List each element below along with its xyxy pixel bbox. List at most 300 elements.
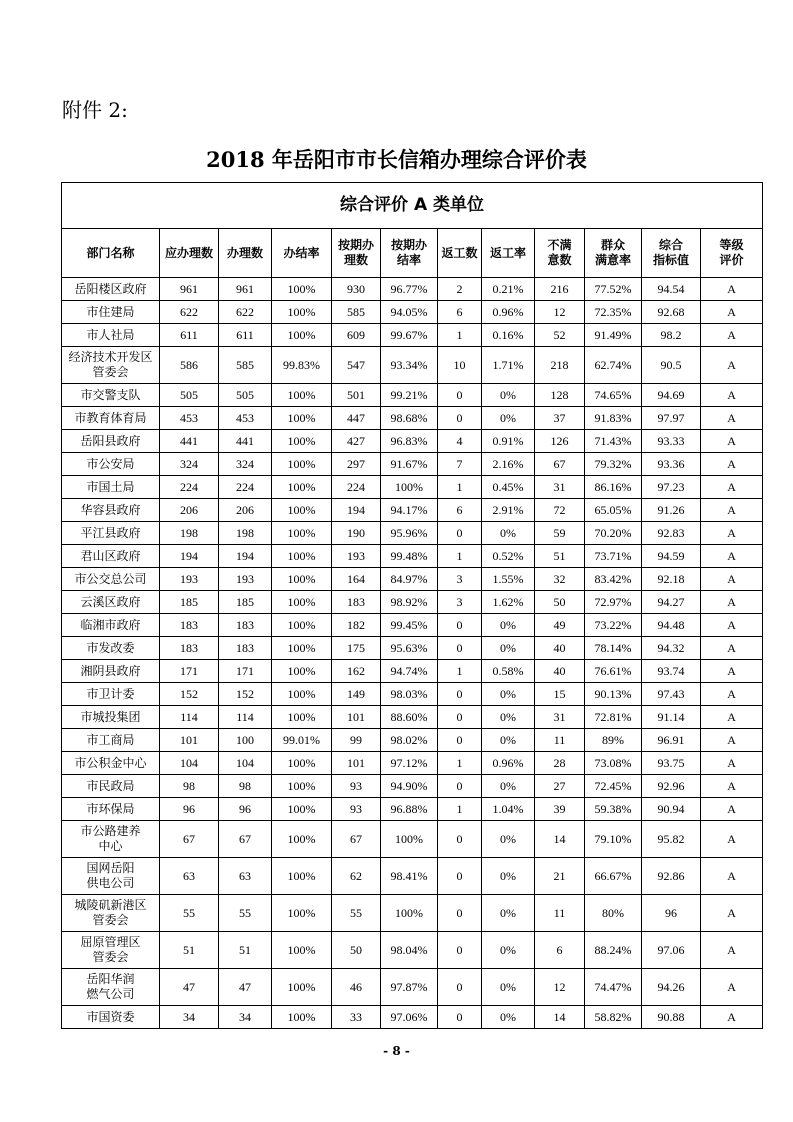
department-name	[62, 545, 160, 568]
table-cell: 91.26	[642, 499, 701, 522]
table-cell: 72.97%	[585, 591, 642, 614]
table-cell: 99.83%	[272, 347, 332, 384]
text-line: 按期办	[337, 238, 374, 252]
table-cell: A	[701, 407, 763, 430]
table-cell: 0%	[482, 1006, 535, 1029]
table-cell: 6	[438, 301, 482, 324]
table-row	[62, 775, 763, 798]
table-cell: 194	[332, 499, 381, 522]
table-cell: A	[701, 384, 763, 407]
table-cell: 94.27	[642, 591, 701, 614]
table-cell: 152	[160, 683, 219, 706]
table-cell: 76.61%	[585, 660, 642, 683]
table-cell: 152	[219, 683, 272, 706]
text-line: 评价	[719, 253, 744, 267]
table-cell: 14	[535, 821, 585, 858]
table-cell: 0.91%	[482, 430, 535, 453]
table-cell: 547	[332, 347, 381, 384]
table-cell: 104	[219, 752, 272, 775]
table-cell: 95.82	[642, 821, 701, 858]
text-line: 市教育体育局	[74, 410, 147, 425]
department-name	[62, 775, 160, 798]
table-cell: 1.04%	[482, 798, 535, 821]
table-cell: 0	[438, 895, 482, 932]
table-cell: 183	[332, 591, 381, 614]
table-cell: A	[701, 522, 763, 545]
table-cell: 0.96%	[482, 301, 535, 324]
table-cell: 89%	[585, 729, 642, 752]
text-line: 市国资委	[86, 1009, 135, 1024]
table-cell: 100%	[272, 453, 332, 476]
table-cell: 99.45%	[381, 614, 438, 637]
table-cell: 58.82%	[585, 1006, 642, 1029]
text-line: 部门名称	[86, 245, 135, 260]
table-cell: 0%	[482, 895, 535, 932]
table-row	[62, 476, 763, 499]
table-cell: 98	[160, 775, 219, 798]
table-cell: 92.68	[642, 301, 701, 324]
column-header	[701, 229, 763, 278]
table-cell: 453	[160, 407, 219, 430]
text-line: 华容县政府	[80, 502, 141, 517]
table-cell: 961	[219, 278, 272, 301]
table-cell: 0	[438, 384, 482, 407]
table-cell: 0%	[482, 932, 535, 969]
table-cell: 97.97	[642, 407, 701, 430]
table-cell: 1	[438, 324, 482, 347]
table-cell: 0%	[482, 683, 535, 706]
text-line: 湘阴县政府	[80, 663, 141, 678]
table-cell: 114	[219, 706, 272, 729]
table-cell: A	[701, 752, 763, 775]
table-cell: 175	[332, 637, 381, 660]
table-cell: 0.96%	[482, 752, 535, 775]
column-header	[219, 229, 272, 278]
table-cell: 73.71%	[585, 545, 642, 568]
table-cell: 193	[219, 568, 272, 591]
department-name	[62, 522, 160, 545]
table-cell: 93	[332, 798, 381, 821]
text-line: 中心	[98, 839, 123, 853]
table-cell: 62.74%	[585, 347, 642, 384]
table-cell: 100%	[272, 706, 332, 729]
table-cell: 96.77%	[381, 278, 438, 301]
table-row	[62, 798, 763, 821]
table-cell: 1	[438, 476, 482, 499]
table-row	[62, 729, 763, 752]
table-cell: A	[701, 301, 763, 324]
text-line: 市发改委	[86, 640, 135, 655]
table-cell: 83.42%	[585, 568, 642, 591]
table-cell: 1	[438, 660, 482, 683]
text-line: 国网岳阳	[86, 861, 135, 875]
table-cell: 93.33	[642, 430, 701, 453]
department-name	[62, 932, 160, 969]
table-cell: 224	[219, 476, 272, 499]
department-name	[62, 278, 160, 301]
text-line: 君山区政府	[80, 548, 141, 563]
table-cell: 100%	[272, 591, 332, 614]
table-cell: 51	[160, 932, 219, 969]
table-cell: 128	[535, 384, 585, 407]
table-cell: A	[701, 278, 763, 301]
table-cell: 51	[535, 545, 585, 568]
table-cell: 80%	[585, 895, 642, 932]
table-cell: 94.59	[642, 545, 701, 568]
table-cell: 86.16%	[585, 476, 642, 499]
table-cell: 90.5	[642, 347, 701, 384]
table-row	[62, 969, 763, 1006]
table-cell: 77.52%	[585, 278, 642, 301]
table-row	[62, 858, 763, 895]
table-cell: A	[701, 476, 763, 499]
table-cell: 585	[219, 347, 272, 384]
table-cell: A	[701, 706, 763, 729]
table-cell: A	[701, 660, 763, 683]
table-cell: 224	[332, 476, 381, 499]
text-line: 平江县政府	[80, 525, 141, 540]
table-cell: 100%	[272, 384, 332, 407]
text-line: 云溪区政府	[80, 594, 141, 609]
department-name	[62, 706, 160, 729]
table-cell: 7	[438, 453, 482, 476]
table-row	[62, 430, 763, 453]
table-row	[62, 895, 763, 932]
table-cell: A	[701, 614, 763, 637]
table-cell: 100%	[272, 637, 332, 660]
table-cell: 47	[219, 969, 272, 1006]
table-cell: 50	[332, 932, 381, 969]
table-cell: 100%	[272, 895, 332, 932]
text-line: 意数	[547, 253, 572, 267]
table-cell: 94.54	[642, 278, 701, 301]
table-cell: 100%	[272, 683, 332, 706]
column-header	[585, 229, 642, 278]
table-cell: 162	[332, 660, 381, 683]
table-cell: 91.14	[642, 706, 701, 729]
table-cell: 501	[332, 384, 381, 407]
table-cell: 100%	[272, 932, 332, 969]
table-cell: 1.71%	[482, 347, 535, 384]
department-name	[62, 499, 160, 522]
table-row	[62, 1006, 763, 1029]
text-line: 结率	[396, 253, 421, 267]
text-line: 返工率	[489, 245, 526, 260]
department-name	[62, 324, 160, 347]
table-cell: 96	[160, 798, 219, 821]
table-cell: 2	[438, 278, 482, 301]
table-cell: 100%	[272, 752, 332, 775]
table-cell: A	[701, 969, 763, 1006]
table-cell: 74.65%	[585, 384, 642, 407]
column-header	[62, 229, 160, 278]
department-name	[62, 683, 160, 706]
table-cell: 93.75	[642, 752, 701, 775]
table-cell: 0	[438, 1006, 482, 1029]
column-header	[642, 229, 701, 278]
table-cell: A	[701, 1006, 763, 1029]
table-cell: 62	[332, 858, 381, 895]
table-cell: 72.81%	[585, 706, 642, 729]
text-line: 市工商局	[86, 732, 135, 747]
table-cell: 441	[219, 430, 272, 453]
table-cell: 4	[438, 430, 482, 453]
evaluation-table	[61, 182, 763, 1029]
table-cell: A	[701, 932, 763, 969]
table-cell: A	[701, 591, 763, 614]
table-cell: 28	[535, 752, 585, 775]
text-line: 群众	[600, 238, 625, 252]
table-cell: 79.10%	[585, 821, 642, 858]
table-cell: 49	[535, 614, 585, 637]
department-name	[62, 821, 160, 858]
text-line: 城陵矶新港区	[74, 898, 147, 912]
column-header	[482, 229, 535, 278]
table-cell: 149	[332, 683, 381, 706]
table-cell: 0	[438, 522, 482, 545]
table-cell: 55	[219, 895, 272, 932]
table-cell: 100%	[272, 301, 332, 324]
table-cell: 98	[219, 775, 272, 798]
header-row	[62, 229, 763, 278]
table-cell: 59	[535, 522, 585, 545]
department-name	[62, 752, 160, 775]
document-title: 2018 年岳阳市市长信箱办理综合评价表	[206, 147, 587, 172]
table-cell: 114	[160, 706, 219, 729]
table-cell: 216	[535, 278, 585, 301]
table-cell: A	[701, 895, 763, 932]
column-header	[332, 229, 381, 278]
table-cell: 100	[219, 729, 272, 752]
department-name	[62, 895, 160, 932]
table-cell: A	[701, 453, 763, 476]
text-line: 管委会	[92, 365, 129, 379]
table-cell: 0%	[482, 407, 535, 430]
table-cell: 1.55%	[482, 568, 535, 591]
table-cell: 94.69	[642, 384, 701, 407]
department-name	[62, 729, 160, 752]
table-cell: 183	[219, 637, 272, 660]
table-cell: 88.24%	[585, 932, 642, 969]
table-cell: 0%	[482, 706, 535, 729]
table-cell: 65.05%	[585, 499, 642, 522]
table-cell: 67	[160, 821, 219, 858]
text-line: 满意率	[594, 253, 631, 267]
table-cell: 100%	[272, 407, 332, 430]
column-header	[381, 229, 438, 278]
table-cell: 12	[535, 969, 585, 1006]
text-line: 按期办	[390, 238, 427, 252]
table-cell: 611	[160, 324, 219, 347]
table-cell: 100%	[272, 821, 332, 858]
table-cell: A	[701, 568, 763, 591]
table-row	[62, 568, 763, 591]
text-line: 管委会	[92, 950, 129, 964]
department-name	[62, 798, 160, 821]
table-row	[62, 301, 763, 324]
table-cell: A	[701, 430, 763, 453]
table-cell: 93.36	[642, 453, 701, 476]
table-row	[62, 932, 763, 969]
table-cell: 193	[332, 545, 381, 568]
table-cell: 99.01%	[272, 729, 332, 752]
table-cell: 193	[160, 568, 219, 591]
table-cell: 67	[332, 821, 381, 858]
text-line: 市民政局	[86, 778, 135, 793]
table-cell: 194	[219, 545, 272, 568]
table-cell: 90.94	[642, 798, 701, 821]
table-cell: 90.88	[642, 1006, 701, 1029]
table-cell: 0	[438, 969, 482, 1006]
table-cell: 194	[160, 545, 219, 568]
text-line: 综合	[658, 238, 683, 252]
table-cell: 0.52%	[482, 545, 535, 568]
table-cell: 95.63%	[381, 637, 438, 660]
department-name	[62, 568, 160, 591]
table-cell: 100%	[272, 476, 332, 499]
table-cell: 98.68%	[381, 407, 438, 430]
table-cell: 0	[438, 932, 482, 969]
department-name	[62, 614, 160, 637]
table-row	[62, 752, 763, 775]
department-name	[62, 660, 160, 683]
table-cell: 324	[160, 453, 219, 476]
table-cell: 100%	[381, 821, 438, 858]
table-cell: 101	[160, 729, 219, 752]
table-cell: 100%	[272, 430, 332, 453]
table-cell: 96.91	[642, 729, 701, 752]
table-cell: 27	[535, 775, 585, 798]
text-line: 市公安局	[86, 456, 135, 471]
table-cell: 92.86	[642, 858, 701, 895]
table-cell: A	[701, 499, 763, 522]
table-row	[62, 637, 763, 660]
table-cell: 39	[535, 798, 585, 821]
table-cell: 0	[438, 683, 482, 706]
table-cell: 97.06	[642, 932, 701, 969]
table-cell: 93.34%	[381, 347, 438, 384]
table-cell: 1	[438, 798, 482, 821]
table-cell: 218	[535, 347, 585, 384]
text-line: 岳阳华润	[86, 972, 135, 986]
table-row	[62, 384, 763, 407]
table-cell: 94.74%	[381, 660, 438, 683]
table-cell: 91.83%	[585, 407, 642, 430]
table-cell: 0%	[482, 614, 535, 637]
table-cell: 94.48	[642, 614, 701, 637]
table-cell: 33	[332, 1006, 381, 1029]
table-cell: 98.2	[642, 324, 701, 347]
table-cell: 37	[535, 407, 585, 430]
table-cell: 100%	[272, 568, 332, 591]
table-cell: 59.38%	[585, 798, 642, 821]
table-cell: 0.58%	[482, 660, 535, 683]
table-cell: 46	[332, 969, 381, 1006]
department-name	[62, 430, 160, 453]
table-cell: 930	[332, 278, 381, 301]
table-cell: 0	[438, 821, 482, 858]
table-cell: 88.60%	[381, 706, 438, 729]
table-cell: 98.02%	[381, 729, 438, 752]
table-cell: 182	[332, 614, 381, 637]
table-cell: 1	[438, 752, 482, 775]
table-cell: 0	[438, 729, 482, 752]
table-cell: 31	[535, 706, 585, 729]
table-cell: 3	[438, 591, 482, 614]
text-line: 市国土局	[86, 479, 135, 494]
table-cell: 78.14%	[585, 637, 642, 660]
table-row	[62, 407, 763, 430]
table-cell: 67	[219, 821, 272, 858]
text-line: 市公路建养	[80, 824, 141, 838]
table-cell: 97.23	[642, 476, 701, 499]
table-cell: 505	[160, 384, 219, 407]
table-row	[62, 324, 763, 347]
text-line: 办理数	[226, 245, 263, 260]
table-row	[62, 453, 763, 476]
table-cell: 0%	[482, 821, 535, 858]
table-cell: 100%	[272, 660, 332, 683]
table-cell: 99.67%	[381, 324, 438, 347]
table-cell: 183	[160, 614, 219, 637]
table-caption: 综合评价 A 类单位	[62, 183, 763, 229]
table-cell: 324	[219, 453, 272, 476]
table-cell: 95.96%	[381, 522, 438, 545]
table-cell: 79.32%	[585, 453, 642, 476]
table-cell: 31	[535, 476, 585, 499]
table-cell: 586	[160, 347, 219, 384]
table-row	[62, 347, 763, 384]
table-cell: 100%	[381, 895, 438, 932]
table-cell: 97.87%	[381, 969, 438, 1006]
table-cell: 98.03%	[381, 683, 438, 706]
table-cell: 0	[438, 858, 482, 895]
table-cell: A	[701, 637, 763, 660]
table-cell: 0%	[482, 969, 535, 1006]
table-cell: 98.04%	[381, 932, 438, 969]
text-line: 屈原管理区	[80, 935, 141, 949]
table-cell: 611	[219, 324, 272, 347]
table-cell: 0	[438, 407, 482, 430]
table-cell: A	[701, 821, 763, 858]
table-cell: 11	[535, 729, 585, 752]
table-cell: 0%	[482, 384, 535, 407]
column-header	[535, 229, 585, 278]
table-cell: 961	[160, 278, 219, 301]
table-cell: 96.83%	[381, 430, 438, 453]
department-name	[62, 301, 160, 324]
table-cell: 55	[160, 895, 219, 932]
table-cell: 91.49%	[585, 324, 642, 347]
table-cell: 609	[332, 324, 381, 347]
table-row	[62, 821, 763, 858]
table-cell: 70.20%	[585, 522, 642, 545]
table-cell: 100%	[272, 278, 332, 301]
table-cell: 63	[219, 858, 272, 895]
table-cell: 0	[438, 706, 482, 729]
department-name	[62, 453, 160, 476]
table-cell: 0%	[482, 637, 535, 660]
table-cell: 427	[332, 430, 381, 453]
table-row	[62, 499, 763, 522]
table-cell: 171	[219, 660, 272, 683]
department-name	[62, 1006, 160, 1029]
table-cell: 51	[219, 932, 272, 969]
table-cell: A	[701, 798, 763, 821]
table-cell: 206	[219, 499, 272, 522]
table-cell: A	[701, 729, 763, 752]
table-cell: 100%	[272, 858, 332, 895]
